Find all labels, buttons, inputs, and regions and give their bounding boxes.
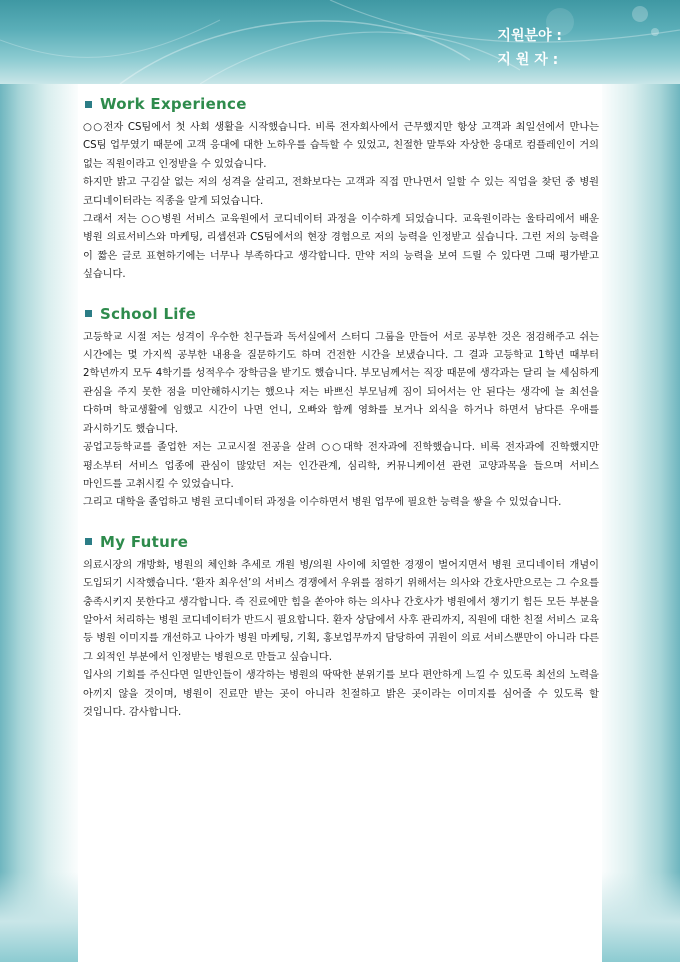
header-swirl-decoration	[0, 0, 680, 84]
section-title: School Life	[100, 304, 197, 323]
paragraph: 그래서 저는 ○○병원 서비스 교육원에서 코디네이터 과정을 이수하게 되었습니다. 교육원이라는 울타리에서 배운 병원 의료서비스와 마케팅, 리셉션과 CS팀에서의 현장 경험으로 저의 능력을 인정받고 싶습니다. 그런 저의 능력을 이 짧은 글로 표현하기에는 너무나 부족하다고 생각합니다. 만약 저의 능력을 보여 드릴 수 있다면 그때 평가받고 싶습니다.	[83, 214, 599, 281]
section-title: My Future	[100, 532, 189, 551]
section-heading	[83, 303, 599, 325]
square-bullet-icon	[85, 101, 92, 108]
square-bullet-icon	[85, 538, 92, 545]
section-work-experience	[83, 93, 599, 285]
paragraph: 의료시장의 개방화, 병원의 체인화 추세로 개원 병/의원 사이에 치열한 경쟁이 벌어지면서 병원 코디네이터 개념이 도입되기 시작했습니다. ‘환자 최우선’의 서비스 경쟁에서 우위를 점하기 위해서는 의사와 간호사만으로는 그 수요를 충족시키지 못한다고 생각합니다. 즉 진료에만 힘을 쏟아야 하는 의사나 간호사가 병원에서 챙기기 힘든 모든 부분을 알아서 처리하는 병원 코디네이터가 반드시 필요합니다. 환자 상담에서 사후 관리까지, 직원에 대한 친절 서비스 교육 등 병원 이미지를 개선하고 나아가 병원 마케팅, 기획, 홍보업무까지 담당하여 귀원이 의료 서비스뿐만이 아니라 다른 그 외적인 부분에서 인정받는 병원으로 만들고 싶습니다.	[83, 559, 599, 663]
paragraph: ○○전자 CS팀에서 첫 사회 생활을 시작했습니다. 비록 전자회사에서 근무했지만 항상 고객과 최일선에서 만나는 CS팀 업무였기 때문에 고객 응대에 대한 노하우를 습득할 수 있었고, 친절한 말투와 자상한 응대로 컴플레인이 거의 없는 직원이라고 인정받을 수 있었습니다.	[83, 122, 599, 170]
applicant-info	[497, 24, 562, 72]
header-banner	[0, 0, 680, 84]
section-title: Work Experience	[100, 95, 247, 113]
document-body	[83, 93, 599, 740]
square-bullet-icon	[85, 310, 92, 317]
paragraph: 그리고 대학을 졸업하고 병원 코디네이터 과정을 이수하면서 병원 업무에 필요한 능력을 쌓을 수 있었습니다.	[83, 497, 562, 509]
section-heading	[83, 531, 599, 553]
section-heading	[83, 93, 599, 115]
paragraph: 공업고등학교를 졸업한 저는 고교시절 전공을 살려 ○○대학 전자과에 진학했습니다. 비록 전자과에 진학했지만 평소부터 서비스 업종에 관심이 많았던 저는 인간관계, 심리학, 커뮤니케이션 관련 교양과목을 들으며 서비스 마인드를 고취시킬 수 있었습니다.	[83, 442, 599, 490]
paragraph: 고등학교 시절 저는 성격이 우수한 친구들과 독서실에서 스터디 그룹을 만들어 서로 공부한 것은 점검해주고 쉬는 시간에는 몇 가지씩 공부한 내용을 질문하기도 하며 건전한 시간을 보냈습니다. 그 결과 고등학교 1학년 때부터 2학년까지 모두 4학기를 성적우수 장학금을 받기도 했습니다. 부모님께서는 직장 때문에 생각과는 달리 늘 세심하게 관심을 주지 못한 점을 미안해하시기는 했으나 저는 바쁘신 부모님께 짐이 되어서는 안 된다는 생각에 늘 최선을 다하며 학교생활에 임했고 시간이 나면 언니, 오빠와 함께 영화를 보거나 외식을 하거나 하면서 남다른 우애를 과시하기도 했습니다.	[83, 331, 599, 435]
applicant-label: 지 원 자 :	[497, 52, 559, 68]
paragraph: 입사의 기회를 주신다면 일반인들이 생각하는 병원의 딱딱한 분위기를 보다 편안하게 느낄 수 있도록 최선의 노력을 아끼지 않을 것이며, 병원이 진료만 받는 곳이 아니라 친절하고 밝은 곳이라는 이미지를 심어줄 수 있도록 할 것입니다. 감사합니다.	[83, 670, 599, 718]
section-my-future	[83, 531, 599, 723]
section-school-life	[83, 303, 599, 513]
field-label: 지원분야 :	[497, 28, 562, 44]
paragraph: 하지만 밝고 구김살 없는 저의 성격을 살리고, 전화보다는 고객과 직접 만나면서 일할 수 있는 직업을 찾던 중 병원 코디네이터라는 직종을 알게 되었습니다.	[83, 177, 599, 207]
